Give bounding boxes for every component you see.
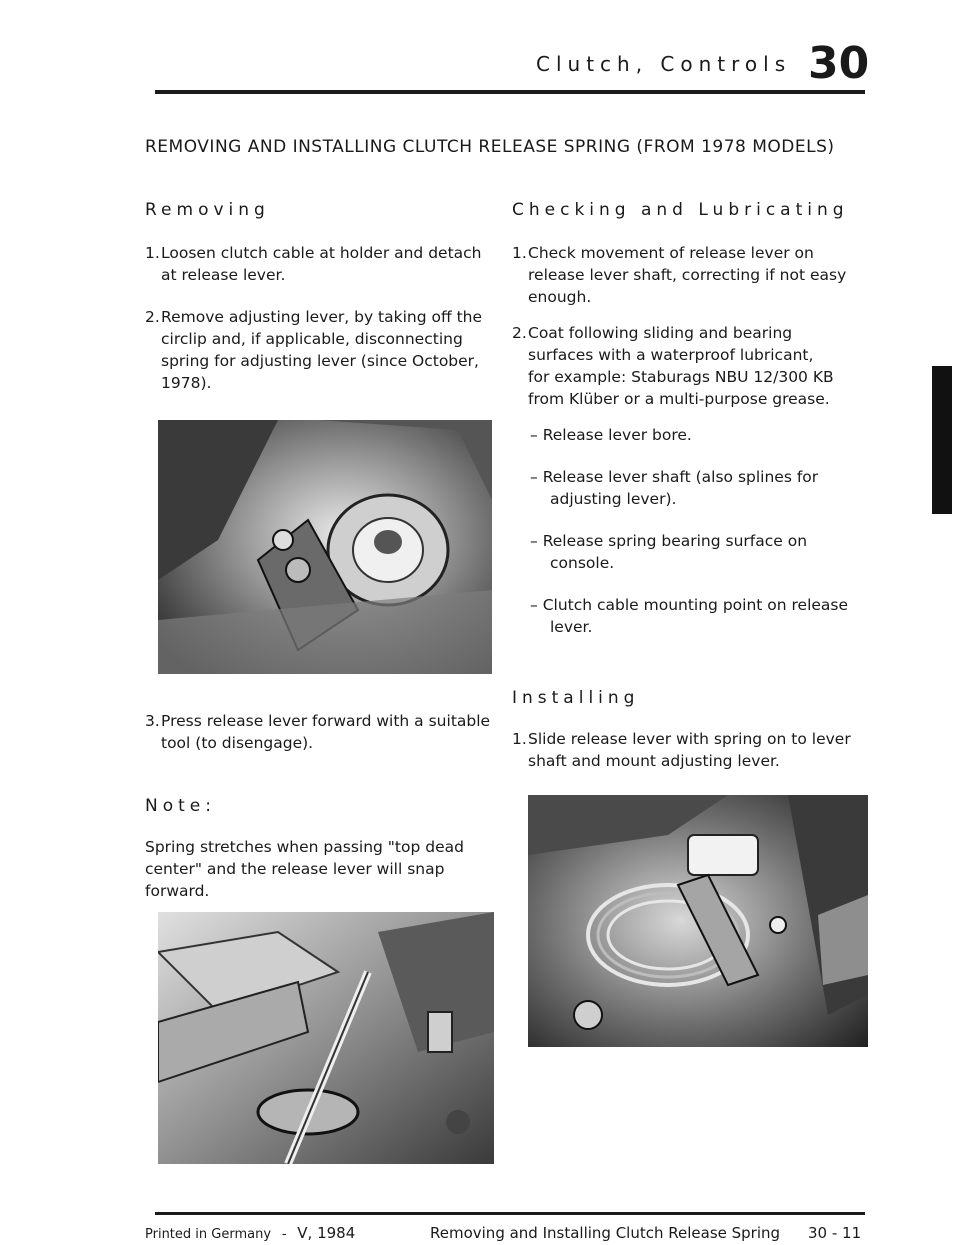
step-number: 1. xyxy=(512,244,527,262)
step-line: Slide release lever with spring on to lever xyxy=(528,730,851,748)
footer-printed: Printed in Germany xyxy=(145,1227,272,1242)
step-line: surfaces with a waterproof lubricant, xyxy=(528,346,814,364)
list-item: – Clutch cable mounting point on release lever. xyxy=(530,594,870,638)
step-number: 1. xyxy=(145,244,160,262)
bullet-line: Release lever bore. xyxy=(542,426,692,444)
bullet-line: Release lever shaft (also splines for xyxy=(542,468,819,486)
list-item: – Release lever bore. xyxy=(530,426,692,444)
checking-heading: Checking and Lubricating xyxy=(512,200,849,220)
footer-title: Removing and Installing Clutch Release Spring xyxy=(430,1224,781,1242)
install-step-1 xyxy=(512,728,872,772)
footer-page-number: 30 - 11 xyxy=(808,1224,862,1242)
check-step-2 xyxy=(512,322,872,410)
step-line: 1978). xyxy=(161,374,212,392)
footer-edition: V, 1984 xyxy=(297,1224,356,1242)
step-number: 2. xyxy=(512,324,527,342)
step-line: Check movement of release lever on xyxy=(528,244,814,262)
section-title: REMOVING AND INSTALLING CLUTCH RELEASE SPRING (FROM 1978 MODELS) xyxy=(145,137,835,157)
list-item: – Release spring bearing surface on console. xyxy=(530,530,870,574)
header-rule xyxy=(155,90,865,94)
step-line: enough. xyxy=(528,288,592,306)
step-line: release lever shaft, correcting if not easy xyxy=(528,266,847,284)
step-line: for example: Staburags NBU 12/300 KB xyxy=(528,368,834,386)
step-number: 1. xyxy=(512,730,527,748)
bullet-line: adjusting lever). xyxy=(550,490,677,508)
step-number: 2. xyxy=(145,308,160,326)
bullet-line: Release spring bearing surface on xyxy=(542,532,808,550)
removing-step-3 xyxy=(145,710,495,754)
check-step-1 xyxy=(512,242,872,308)
note-text xyxy=(145,836,485,902)
step-line: Remove adjusting lever, by taking off the xyxy=(161,308,483,326)
bullet-line: lever. xyxy=(550,618,593,636)
chapter-tab-marker xyxy=(932,366,952,514)
photo-press-lever xyxy=(158,912,494,1164)
footer-separator: - xyxy=(281,1227,287,1242)
step-line: circlip and, if applicable, disconnecting xyxy=(161,330,463,348)
step-line: Loosen clutch cable at holder and detach xyxy=(161,244,482,262)
note-line: center" and the release lever will snap xyxy=(145,860,445,878)
step-line: tool (to disengage). xyxy=(161,734,314,752)
step-number: 3. xyxy=(145,712,160,730)
note-line: forward. xyxy=(145,882,210,900)
header-title: Clutch, Controls xyxy=(536,52,792,76)
footer-rule xyxy=(155,1212,865,1215)
bullet-line: Clutch cable mounting point on release xyxy=(542,596,849,614)
section-number: 30 xyxy=(808,38,870,89)
installing-heading: Installing xyxy=(512,688,640,708)
step-line: spring for adjusting lever (since October, xyxy=(161,352,479,370)
photo-installed-lever xyxy=(528,795,868,1047)
photo-release-lever xyxy=(158,420,492,674)
note-heading: Note: xyxy=(145,796,216,816)
list-item: – Release lever shaft (also splines for adjusting lever). xyxy=(530,466,870,510)
removing-step-1 xyxy=(145,242,485,286)
footer-imprint xyxy=(145,1224,355,1242)
step-line: Coat following sliding and bearing xyxy=(528,324,793,342)
step-line: shaft and mount adjusting lever. xyxy=(528,752,780,770)
bullet-list xyxy=(530,424,870,638)
removing-heading: Removing xyxy=(145,200,270,220)
removing-step-2 xyxy=(145,306,485,394)
note-line: Spring stretches when passing "top dead xyxy=(145,838,464,856)
step-line: from Klüber or a multi-purpose grease. xyxy=(528,390,830,408)
bullet-line: console. xyxy=(550,554,615,572)
step-line: Press release lever forward with a suitable xyxy=(161,712,491,730)
step-line: at release lever. xyxy=(161,266,286,284)
